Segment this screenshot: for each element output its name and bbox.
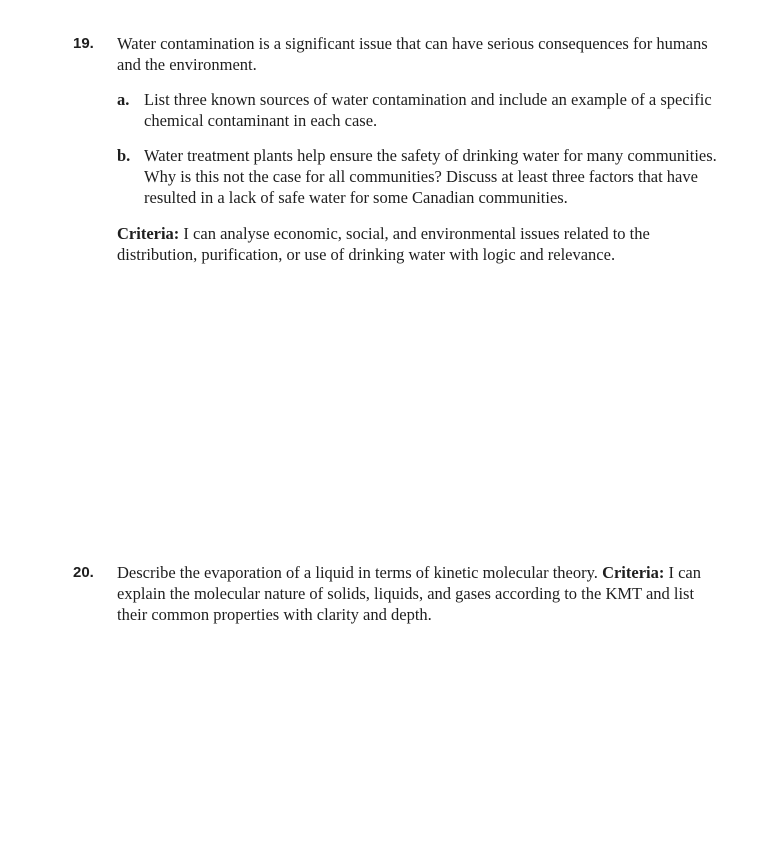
question-number: 19. bbox=[73, 35, 94, 52]
criteria-text: I can analyse economic, social, and environmental issues related to the distribution, purification, or use of drinking water with logic and relevance. bbox=[117, 224, 650, 264]
part-letter: a. bbox=[117, 90, 130, 109]
question-number: 20. bbox=[73, 564, 94, 581]
criteria-label: Criteria: bbox=[117, 224, 180, 243]
part-text: Water treatment plants help ensure the safety of drinking water for many communities. Why is this not the case for all communities? Discuss at least three factors that have resulted in a lack of safe water for some Canadian communities. bbox=[144, 146, 717, 207]
criteria-text: I can explain the molecular nature of solids, liquids, and gases according to the KMT and list their common properties with clarity and depth. bbox=[117, 563, 702, 624]
question-19-criteria bbox=[117, 223, 717, 265]
question-text bbox=[117, 562, 727, 625]
question-text: Water contamination is a significant issue that can have serious consequences for humans and the environment. bbox=[117, 34, 708, 74]
part-letter: b. bbox=[117, 146, 131, 165]
part-text: List three known sources of water contamination and include an example of a specific chemical contaminant in each case. bbox=[144, 90, 712, 130]
question-prompt: Describe the evaporation of a liquid in terms of kinetic molecular theory. bbox=[117, 563, 598, 582]
criteria-label: Criteria: bbox=[602, 563, 665, 582]
